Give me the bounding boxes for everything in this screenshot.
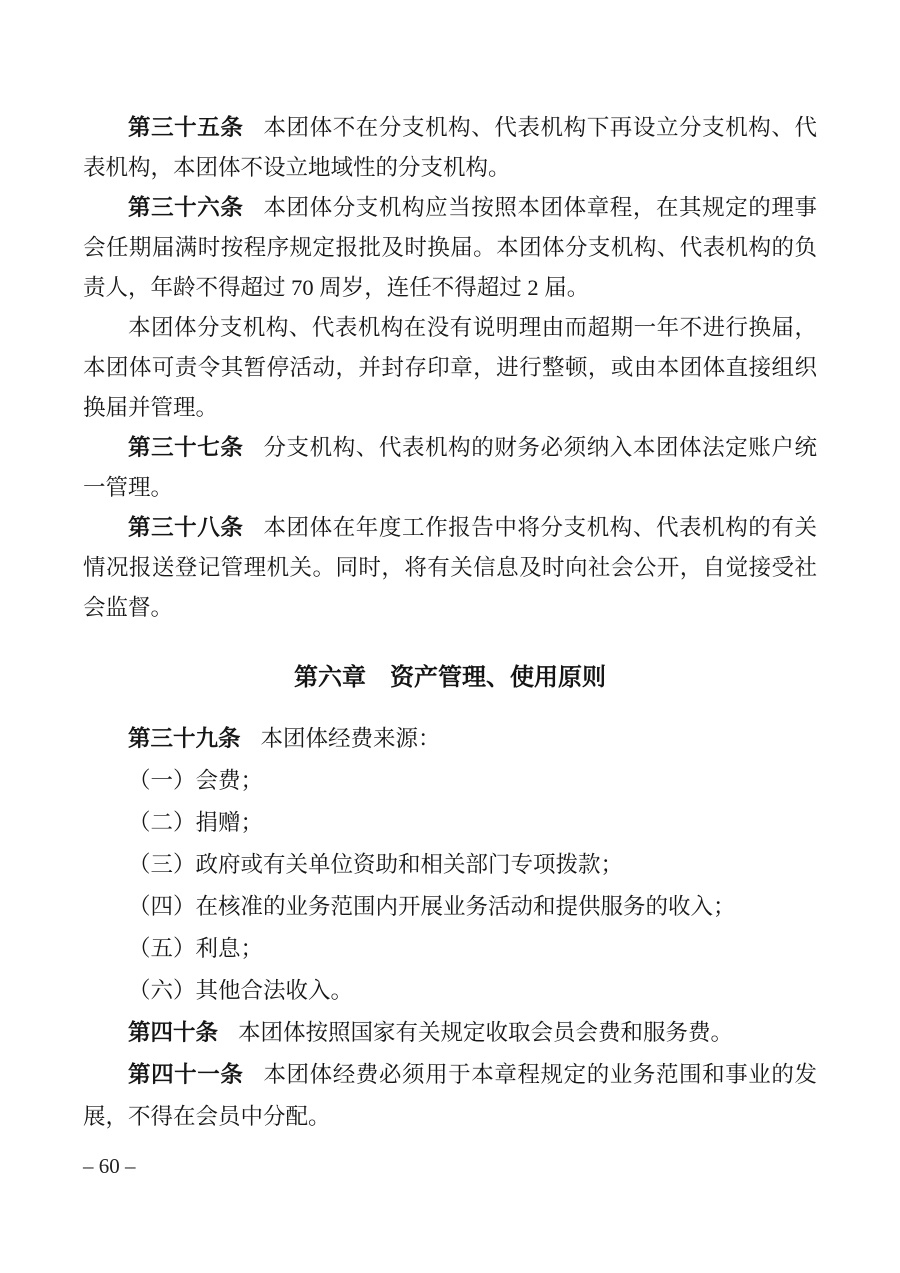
article-41-paragraph (83, 1054, 817, 1138)
page-footer (0, 1146, 900, 1186)
article-39-paragraph (83, 718, 817, 760)
article-40-number: 第四十条 (128, 1020, 219, 1045)
article-40-paragraph (83, 1012, 817, 1054)
chapter-6-title: 资产管理、使用原则 (390, 664, 606, 691)
article-36-text: 本团体分支机构应当按照本团体章程，在其规定的理事会任期届满时按程序规定报批及时换届。本团体分支机构、代表机构的负责人，年龄不得超过 70 周岁，连任不得超过 2 届。 (83, 195, 817, 300)
article-41-number: 第四十一条 (128, 1062, 244, 1087)
funding-source-item-3: （三）政府或有关单位资助和相关部门专项拨款； (128, 852, 624, 877)
page-number: – 60 – (83, 1154, 136, 1178)
article-38-paragraph (83, 508, 817, 628)
article-37-number: 第三十七条 (128, 435, 244, 460)
chapter-6-number: 第六章 (294, 664, 366, 691)
article-41-text: 本团体经费必须用于本章程规定的业务范围和事业的发展，不得在会员中分配。 (83, 1062, 817, 1129)
article-38-text: 本团体在年度工作报告中将分支机构、代表机构的有关情况报送登记管理机关。同时，将有关信息及时向社会公开，自觉接受社会监督。 (83, 515, 817, 620)
article-37-paragraph (83, 428, 817, 508)
chapter-6-section (83, 718, 817, 1138)
article-38-number: 第三十八条 (128, 515, 244, 540)
funding-source-item-2: （二）捐赠； (128, 810, 264, 835)
article-40-text: 本团体按照国家有关规定收取会员会费和服务费。 (238, 1020, 734, 1045)
chapter-6-heading (83, 658, 817, 698)
funding-source-item-4: （四）在核准的业务范围内开展业务活动和提供服务的收入； (128, 894, 736, 919)
funding-source-item-5: （五）利息； (128, 936, 264, 961)
article-35-text: 本团体不在分支机构、代表机构下再设立分支机构、代表机构，本团体不设立地域性的分支机构。 (83, 115, 817, 180)
article-36-paragraph (83, 188, 817, 308)
article-39-number: 第三十九条 (128, 726, 241, 751)
article-36-continuation-paragraph: 本团体分支机构、代表机构在没有说明理由而超期一年不进行换届，本团体可责令其暂停活动，并封存印章，进行整顿，或由本团体直接组织换届并管理。 (83, 315, 817, 420)
funding-source-item-6: （六）其他合法收入。 (128, 978, 354, 1003)
article-39-text: 本团体经费来源： (260, 726, 441, 751)
article-37-text: 分支机构、代表机构的财务必须纳入本团体法定账户统一管理。 (83, 435, 817, 500)
article-35-paragraph (83, 108, 817, 188)
funding-source-item-1: （一）会费； (128, 768, 264, 793)
article-36-number: 第三十六条 (128, 195, 244, 220)
article-35-number: 第三十五条 (128, 115, 244, 140)
